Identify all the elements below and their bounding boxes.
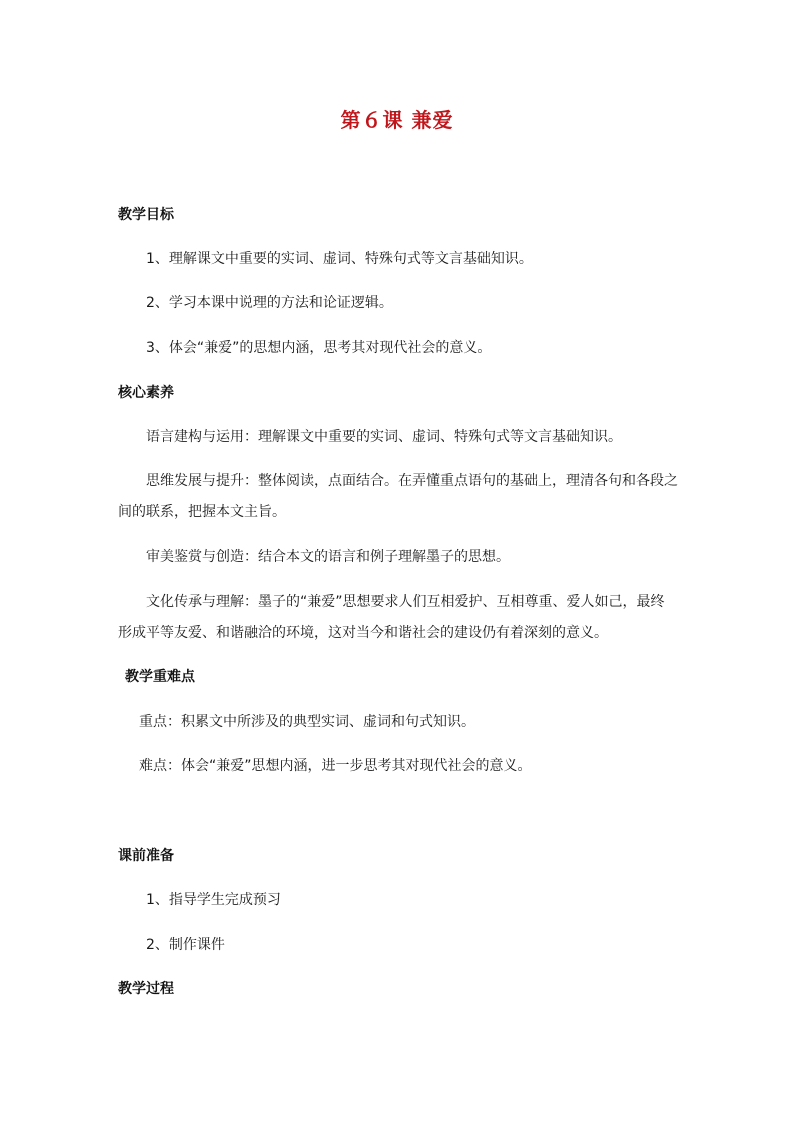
core-literacy-item: 审美鉴赏与创造：结合本文的语言和例子理解墨子的思想。: [146, 549, 510, 565]
core-literacy-item-continued: 间的联系，把握本文主旨。: [118, 504, 286, 520]
objective-item: 3、体会“兼爱”的思想内涵，思考其对现代社会的意义。: [146, 340, 492, 356]
difficult-point-item: 难点：体会“兼爱”思想内涵，进一步思考其对现代社会的意义。: [139, 758, 532, 774]
preparation-item: 2、制作课件: [146, 937, 225, 953]
objective-item: 1、理解课文中重要的实词、虚词、特殊句式等文言基础知识。: [146, 251, 533, 267]
objective-item: 2、学习本课中说理的方法和论证逻辑。: [146, 295, 393, 311]
key-points-heading: 教学重难点: [125, 669, 195, 685]
core-literacy-item: 语言建构与运用：理解课文中重要的实词、虚词、特殊句式等文言基础知识。: [146, 429, 622, 445]
core-literacy-item: 文化传承与理解：墨子的“兼爱”思想要求人们互相爱护、互相尊重、爱人如己，最终: [146, 594, 665, 610]
key-point-item: 重点：积累文中所涉及的典型实词、虚词和句式知识。: [139, 714, 475, 730]
core-literacy-heading: 核心素养: [118, 385, 174, 401]
process-heading: 教学过程: [118, 981, 174, 997]
objectives-heading: 教学目标: [118, 207, 174, 223]
document-title: 第６课 兼爱: [340, 108, 454, 132]
preparation-heading: 课前准备: [118, 848, 174, 864]
core-literacy-item: 思维发展与提升：整体阅读，点面结合。在弄懂重点语句的基础上，理清各句和各段之: [146, 473, 678, 489]
preparation-item: 1、指导学生完成预习: [146, 892, 281, 908]
core-literacy-item-continued: 形成平等友爱、和谐融洽的环境，这对当今和谐社会的建设仍有着深刻的意义。: [118, 625, 608, 641]
